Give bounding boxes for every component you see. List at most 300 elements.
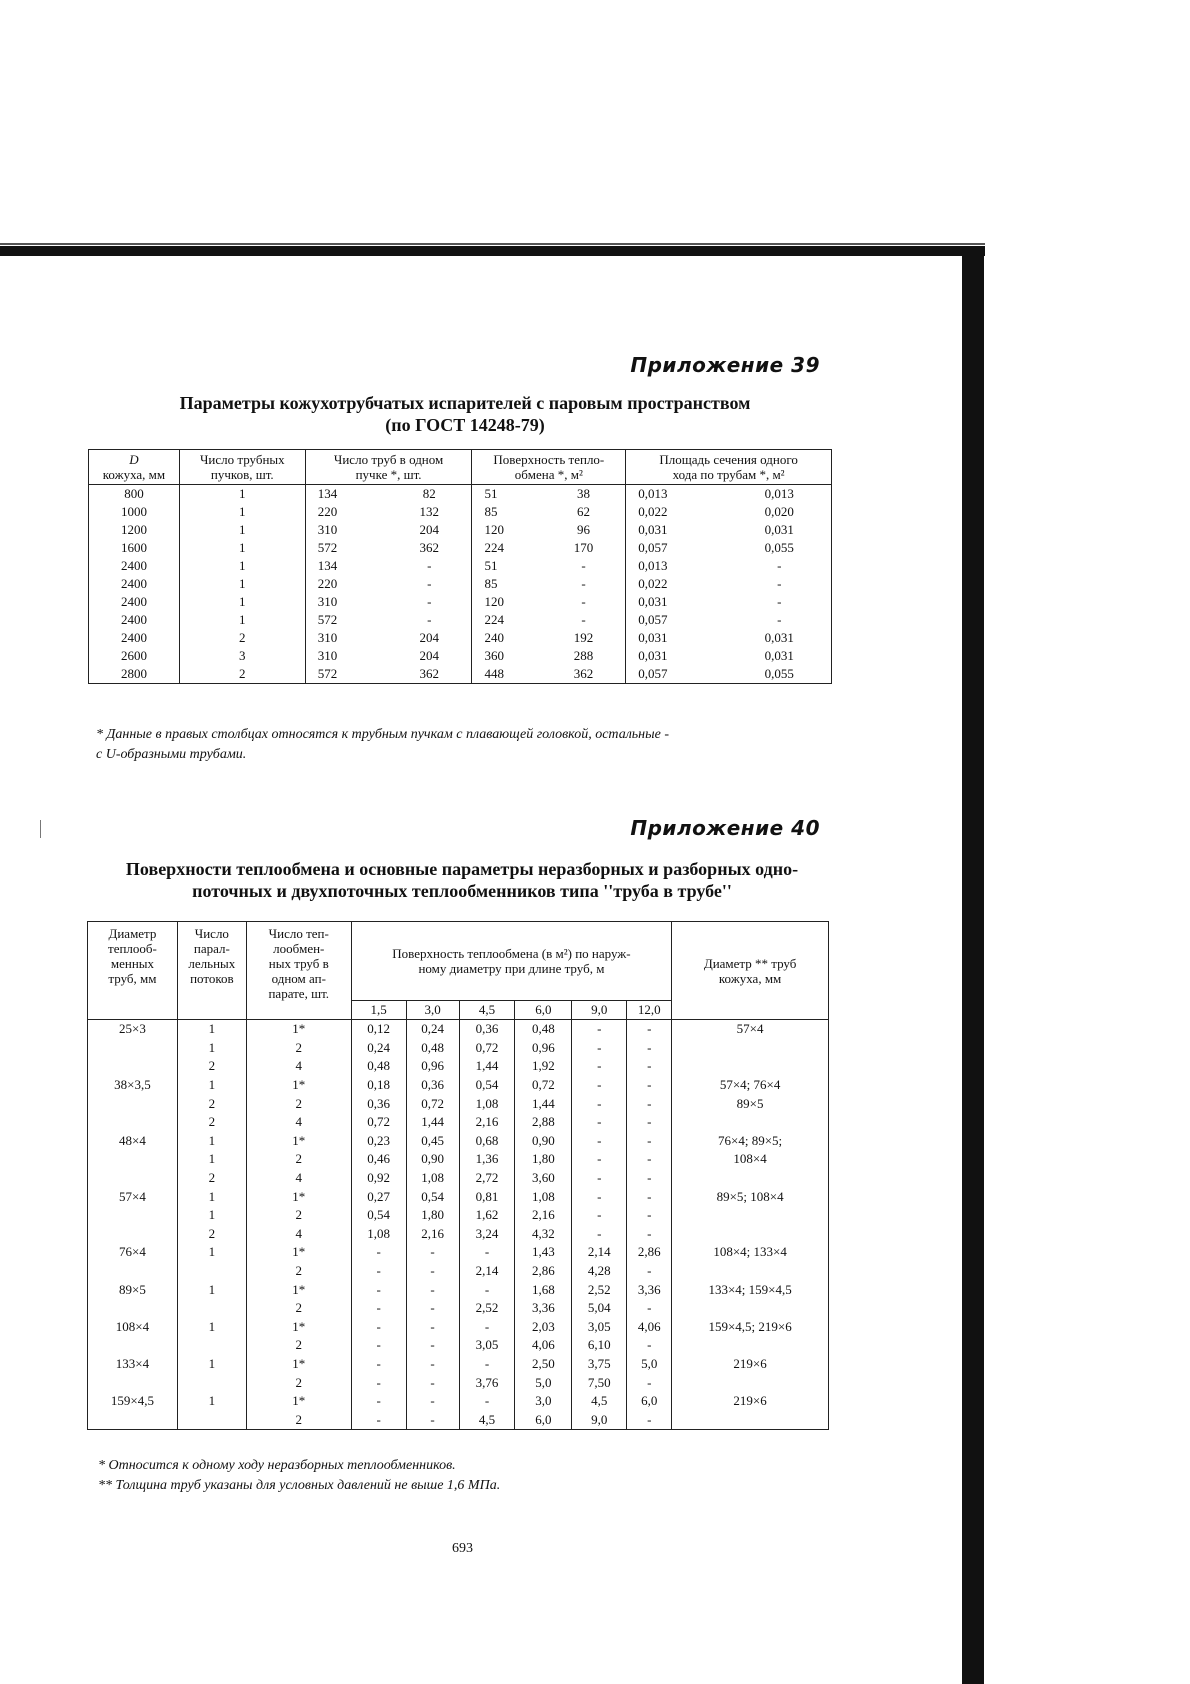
- header-tubes: [305, 450, 472, 485]
- table-cell: 1,43: [515, 1243, 572, 1262]
- appendix-39-title: [92, 392, 838, 436]
- table-cell: 159×4,5; 219×6: [672, 1318, 829, 1337]
- table-cell: 1: [179, 557, 305, 575]
- footnote-1: * Относится к одному ходу неразборных теплообменников.: [98, 1458, 456, 1473]
- table-cell: 3,75: [572, 1355, 627, 1374]
- table-row: [89, 611, 832, 629]
- table-cell: -: [387, 593, 472, 611]
- table-cell: -: [351, 1373, 406, 1392]
- header-bundles-line2: пучков, шт.: [210, 467, 274, 482]
- table-cell: 159×4,5: [88, 1392, 178, 1411]
- table-cell: 170: [542, 539, 626, 557]
- table-cell: 0,48: [406, 1039, 459, 1058]
- table-cell: 1*: [246, 1132, 351, 1151]
- table-cell: 0,36: [406, 1076, 459, 1095]
- table-cell: -: [572, 1057, 627, 1076]
- table-cell: 362: [542, 665, 626, 684]
- header-shell-diameter: [672, 922, 829, 1020]
- table-row: [89, 539, 832, 557]
- table-cell: 2400: [89, 629, 180, 647]
- table-cell: 1: [179, 485, 305, 504]
- table-cell: 0,013: [626, 485, 728, 504]
- table-cell: 4,28: [572, 1262, 627, 1281]
- table-cell: -: [627, 1299, 672, 1318]
- table-cell: -: [627, 1150, 672, 1169]
- table-cell: 0,46: [351, 1150, 406, 1169]
- table-cell: 204: [387, 629, 472, 647]
- table-cell: 6,10: [572, 1336, 627, 1355]
- header-parallel-l1: Число: [194, 926, 229, 941]
- table-cell: -: [542, 575, 626, 593]
- header-length: 1,5: [351, 1001, 406, 1020]
- table-cell: 1: [179, 611, 305, 629]
- table-cell: 0,057: [626, 539, 728, 557]
- table-cell: 1: [177, 1076, 246, 1095]
- table-cell: 1,44: [459, 1057, 515, 1076]
- table-cell: -: [572, 1076, 627, 1095]
- table-cell: 1: [177, 1039, 246, 1058]
- table-cell: 0,013: [626, 557, 728, 575]
- table-cell: 0,72: [515, 1076, 572, 1095]
- header-tube-count-l4: одном ап-: [271, 971, 326, 986]
- table-cell: [672, 1225, 829, 1244]
- table-cell: [177, 1299, 246, 1318]
- table-cell: 51: [472, 485, 542, 504]
- table-cell: [672, 1336, 829, 1355]
- table-cell: 219×6: [672, 1355, 829, 1374]
- table-cell: 133×4; 159×4,5: [672, 1280, 829, 1299]
- table-cell: 572: [305, 665, 387, 684]
- table-cell: 89×5: [88, 1280, 178, 1299]
- table-cell: 4,06: [515, 1336, 572, 1355]
- table-cell: -: [459, 1318, 515, 1337]
- table-cell: [672, 1206, 829, 1225]
- table-cell: -: [627, 1187, 672, 1206]
- table-cell: 1: [177, 1280, 246, 1299]
- table-cell: -: [627, 1262, 672, 1281]
- table-cell: 2,14: [459, 1262, 515, 1281]
- table-cell: [88, 1336, 178, 1355]
- table-row: [88, 1169, 829, 1188]
- table-cell: 572: [305, 611, 387, 629]
- table-cell: 0,36: [351, 1094, 406, 1113]
- table-cell: -: [627, 1225, 672, 1244]
- table-row: [88, 1299, 829, 1318]
- table-cell: -: [627, 1113, 672, 1132]
- table-cell: 2: [246, 1039, 351, 1058]
- table-cell: [672, 1169, 829, 1188]
- table-row: [89, 503, 832, 521]
- table-cell: 288: [542, 647, 626, 665]
- table-cell: 310: [305, 593, 387, 611]
- table-cell: 224: [472, 539, 542, 557]
- table-cell: -: [572, 1206, 627, 1225]
- table-cell: 0,12: [351, 1020, 406, 1039]
- table-cell: [672, 1299, 829, 1318]
- table-cell: -: [572, 1225, 627, 1244]
- table-cell: 2,52: [572, 1280, 627, 1299]
- table-cell: 134: [305, 557, 387, 575]
- table-cell: [672, 1057, 829, 1076]
- header-surface: [351, 922, 672, 1001]
- page-number: 693: [452, 1541, 473, 1556]
- table-cell: 3,36: [515, 1299, 572, 1318]
- table-cell: 2: [246, 1410, 351, 1429]
- table-cell: 220: [305, 503, 387, 521]
- table-row: [89, 485, 832, 504]
- table-cell: 1: [177, 1355, 246, 1374]
- table-cell: -: [572, 1169, 627, 1188]
- table-cell: 2: [177, 1057, 246, 1076]
- table-cell: 0,54: [351, 1206, 406, 1225]
- table-cell: [88, 1225, 178, 1244]
- table-cell: 2400: [89, 593, 180, 611]
- table-cell: 1: [179, 575, 305, 593]
- table-cell: -: [459, 1392, 515, 1411]
- table-cell: 25×3: [88, 1020, 178, 1039]
- table-cell: 0,031: [626, 647, 728, 665]
- table-cell: 4,06: [627, 1318, 672, 1337]
- table-cell: -: [406, 1373, 459, 1392]
- table-cell: 4: [246, 1057, 351, 1076]
- table-cell: -: [627, 1206, 672, 1225]
- table-cell: 5,0: [627, 1355, 672, 1374]
- table-cell: 1*: [246, 1076, 351, 1095]
- table-cell: 0,68: [459, 1132, 515, 1151]
- table-cell: 82: [387, 485, 472, 504]
- table-cell: 2,86: [515, 1262, 572, 1281]
- table-cell: -: [387, 575, 472, 593]
- table-cell: 0,48: [515, 1020, 572, 1039]
- table-cell: -: [406, 1262, 459, 1281]
- table-cell: 2: [246, 1150, 351, 1169]
- table-cell: 1600: [89, 539, 180, 557]
- table-cell: [672, 1039, 829, 1058]
- table-cell: 1*: [246, 1243, 351, 1262]
- table-cell: [88, 1410, 178, 1429]
- table-cell: 4,32: [515, 1225, 572, 1244]
- table-cell: 1200: [89, 521, 180, 539]
- table-cell: 3,76: [459, 1373, 515, 1392]
- appendix-40-title-line2: поточных и двухпоточных теплообменников типа ''труба в трубе'': [192, 881, 732, 901]
- table-cell: 108×4: [672, 1150, 829, 1169]
- table-cell: 0,055: [728, 665, 832, 684]
- table-cell: 0,031: [626, 521, 728, 539]
- table-cell: 5,0: [515, 1373, 572, 1392]
- table-cell: -: [406, 1410, 459, 1429]
- table-cell: 0,031: [626, 593, 728, 611]
- scan-top-border: [0, 246, 985, 256]
- table-cell: 0,27: [351, 1187, 406, 1206]
- table-cell: 0,013: [728, 485, 832, 504]
- table-cell: 9,0: [572, 1410, 627, 1429]
- header-length: 3,0: [406, 1001, 459, 1020]
- table-cell: -: [542, 593, 626, 611]
- table-cell: -: [351, 1299, 406, 1318]
- table-cell: 0,96: [515, 1039, 572, 1058]
- table-cell: -: [542, 611, 626, 629]
- table-cell: -: [627, 1094, 672, 1113]
- table-cell: 6,0: [515, 1410, 572, 1429]
- table-cell: 219×6: [672, 1392, 829, 1411]
- table-cell: 7,50: [572, 1373, 627, 1392]
- table-row: [88, 1187, 829, 1206]
- table-cell: 108×4; 133×4: [672, 1243, 829, 1262]
- table-cell: 3,24: [459, 1225, 515, 1244]
- table-cell: [672, 1373, 829, 1392]
- table-row: [88, 1392, 829, 1411]
- table-cell: [177, 1373, 246, 1392]
- table-cell: -: [406, 1318, 459, 1337]
- table-row: [88, 1113, 829, 1132]
- table-cell: 85: [472, 575, 542, 593]
- table-cell: -: [406, 1243, 459, 1262]
- table-cell: 0,45: [406, 1132, 459, 1151]
- table-row: [89, 593, 832, 611]
- appendix-40-title: [92, 858, 832, 902]
- table-cell: 2400: [89, 575, 180, 593]
- table-cell: 120: [472, 521, 542, 539]
- table-cell: 2,52: [459, 1299, 515, 1318]
- header-length: 4,5: [459, 1001, 515, 1020]
- table-cell: 2800: [89, 665, 180, 684]
- table-cell: 0,057: [626, 665, 728, 684]
- table-cell: 220: [305, 575, 387, 593]
- header-length: 12,0: [627, 1001, 672, 1020]
- table-cell: 0,96: [406, 1057, 459, 1076]
- table-row: [89, 647, 832, 665]
- table-cell: -: [351, 1243, 406, 1262]
- header-parallel-l3: лельных: [188, 956, 236, 971]
- table-cell: -: [627, 1169, 672, 1188]
- table-cell: 1,68: [515, 1280, 572, 1299]
- header-shell-l1: Диаметр ** труб: [703, 955, 797, 971]
- table-cell: [177, 1336, 246, 1355]
- table-cell: 2,16: [515, 1206, 572, 1225]
- table-cell: 62: [542, 503, 626, 521]
- table-cell: -: [627, 1076, 672, 1095]
- table-cell: -: [627, 1132, 672, 1151]
- table-cell: 132: [387, 503, 472, 521]
- header-parallel-l2: парал-: [193, 941, 230, 956]
- table-cell: 1: [177, 1020, 246, 1039]
- table-cell: 4,5: [572, 1392, 627, 1411]
- table-cell: 2400: [89, 611, 180, 629]
- table-cell: 3,60: [515, 1169, 572, 1188]
- table-cell: 2,72: [459, 1169, 515, 1188]
- scan-right-border: [962, 246, 984, 1684]
- table-cell: -: [572, 1113, 627, 1132]
- double-pipe-exchanger-table: [87, 921, 829, 1430]
- table-cell: [88, 1094, 178, 1113]
- scan-mark: [40, 820, 41, 838]
- table-cell: 76×4; 89×5;: [672, 1132, 829, 1151]
- appendix-40-title-line1: Поверхности теплообмена и основные параметры неразборных и разборных одно-: [125, 859, 799, 879]
- table-cell: 6,0: [627, 1392, 672, 1411]
- table-cell: 38: [542, 485, 626, 504]
- table-cell: 3,36: [627, 1280, 672, 1299]
- table-row: [88, 1225, 829, 1244]
- table-cell: -: [572, 1020, 627, 1039]
- table-cell: -: [627, 1020, 672, 1039]
- header-bundles-line1: Число трубных: [199, 452, 285, 467]
- table-cell: 85: [472, 503, 542, 521]
- table-cell: -: [627, 1410, 672, 1429]
- table-cell: 2: [246, 1299, 351, 1318]
- table-cell: 800: [89, 485, 180, 504]
- table-cell: 0,031: [626, 629, 728, 647]
- table-cell: 96: [542, 521, 626, 539]
- table-cell: 1*: [246, 1355, 351, 1374]
- table-cell: 2: [177, 1169, 246, 1188]
- table-cell: 0,031: [728, 629, 832, 647]
- table-cell: 57×4: [672, 1020, 829, 1039]
- table-cell: 4,5: [459, 1410, 515, 1429]
- table-cell: 3,0: [515, 1392, 572, 1411]
- header-tube-count-l3: ных труб в: [268, 956, 329, 971]
- evaporator-parameters-table: [88, 449, 832, 684]
- table-cell: 2: [177, 1113, 246, 1132]
- header-d: [89, 450, 180, 485]
- table-cell: -: [406, 1392, 459, 1411]
- table-cell: -: [728, 611, 832, 629]
- header-diameter: [88, 922, 178, 1020]
- header-diameter-l2: теплооб-: [108, 941, 157, 956]
- table-cell: 1*: [246, 1020, 351, 1039]
- table-cell: 0,92: [351, 1169, 406, 1188]
- appendix-39-title-line2: (по ГОСТ 14248-79): [385, 415, 545, 435]
- table-row: [88, 1076, 829, 1095]
- header-area: [626, 450, 832, 485]
- table-cell: 134: [305, 485, 387, 504]
- header-tube-count-l5: парате, шт.: [268, 986, 330, 1001]
- table-row: [88, 1336, 829, 1355]
- table-row: [88, 1262, 829, 1281]
- table-cell: [177, 1262, 246, 1281]
- header-tube-count: [246, 922, 351, 1020]
- table-cell: 0,022: [626, 503, 728, 521]
- table-row: [88, 1206, 829, 1225]
- table-cell: 448: [472, 665, 542, 684]
- table-cell: 2: [246, 1094, 351, 1113]
- table-cell: -: [627, 1057, 672, 1076]
- table-cell: 89×5; 108×4: [672, 1187, 829, 1206]
- table-cell: -: [572, 1039, 627, 1058]
- table-cell: 204: [387, 647, 472, 665]
- table-cell: 4: [246, 1225, 351, 1244]
- table-cell: -: [572, 1187, 627, 1206]
- table-cell: -: [387, 557, 472, 575]
- table-cell: 1,08: [406, 1169, 459, 1188]
- table-cell: 89×5: [672, 1094, 829, 1113]
- table-cell: 57×4: [88, 1187, 178, 1206]
- table-cell: 51: [472, 557, 542, 575]
- header-bundles: [179, 450, 305, 485]
- table-cell: [88, 1373, 178, 1392]
- table-cell: 310: [305, 629, 387, 647]
- table-cell: -: [351, 1262, 406, 1281]
- table-cell: 360: [472, 647, 542, 665]
- table-cell: -: [627, 1336, 672, 1355]
- header-parallel-l4: потоков: [190, 971, 234, 986]
- table-cell: 2: [246, 1206, 351, 1225]
- table-cell: -: [542, 557, 626, 575]
- table-cell: 192: [542, 629, 626, 647]
- table-cell: [88, 1206, 178, 1225]
- header-surface-line2: обмена *, м²: [514, 467, 583, 482]
- table-cell: -: [728, 557, 832, 575]
- table-cell: 57×4; 76×4: [672, 1076, 829, 1095]
- table-row: [89, 629, 832, 647]
- table-cell: 2,88: [515, 1113, 572, 1132]
- table-row: [89, 665, 832, 684]
- table-cell: 2,14: [572, 1243, 627, 1262]
- header-tube-count-l1: Число теп-: [268, 926, 329, 941]
- table-cell: [88, 1169, 178, 1188]
- table-cell: 2: [179, 665, 305, 684]
- table-row: [88, 1243, 829, 1262]
- table-cell: -: [406, 1355, 459, 1374]
- table-cell: 1: [177, 1318, 246, 1337]
- table-cell: [672, 1113, 829, 1132]
- table-cell: 1,92: [515, 1057, 572, 1076]
- table-cell: 120: [472, 593, 542, 611]
- table-cell: 2,16: [406, 1225, 459, 1244]
- header-tube-count-l2: лообмен-: [273, 941, 325, 956]
- table-cell: [88, 1039, 178, 1058]
- table-cell: 240: [472, 629, 542, 647]
- header-d-line2: кожуха, мм: [102, 467, 166, 482]
- table-cell: 204: [387, 521, 472, 539]
- table-cell: 0,90: [406, 1150, 459, 1169]
- table-row: [88, 1318, 829, 1337]
- appendix-40-footnotes: [98, 1456, 500, 1496]
- table-cell: 1,08: [459, 1094, 515, 1113]
- table-cell: 1*: [246, 1280, 351, 1299]
- header-surface-l1: Поверхность теплообмена (в м²) по наруж-: [392, 946, 631, 961]
- table-cell: 1,80: [406, 1206, 459, 1225]
- table-cell: [88, 1113, 178, 1132]
- table-cell: 0,24: [406, 1020, 459, 1039]
- table-header-row: [89, 450, 832, 485]
- footnote-2: ** Толщина труб указаны для условных давлений не выше 1,6 МПа.: [98, 1478, 501, 1493]
- table-cell: -: [406, 1280, 459, 1299]
- table-cell: -: [459, 1243, 515, 1262]
- table-cell: 1,44: [515, 1094, 572, 1113]
- table-cell: 0,031: [728, 647, 832, 665]
- table-cell: 1,08: [515, 1187, 572, 1206]
- table-row: [88, 1150, 829, 1169]
- table-cell: 0,48: [351, 1057, 406, 1076]
- table-cell: 310: [305, 647, 387, 665]
- scan-edge-line: [0, 243, 985, 245]
- table-row: [88, 1057, 829, 1076]
- table-cell: [88, 1299, 178, 1318]
- table-cell: 48×4: [88, 1132, 178, 1151]
- table-cell: 1000: [89, 503, 180, 521]
- appendix-39-heading: Приложение 39: [630, 353, 820, 377]
- table-cell: 4: [246, 1169, 351, 1188]
- table-cell: 0,54: [406, 1187, 459, 1206]
- table-cell: -: [406, 1336, 459, 1355]
- table-row: [88, 1020, 829, 1039]
- table-cell: 362: [387, 539, 472, 557]
- table-cell: -: [627, 1373, 672, 1392]
- table-header-row: [88, 922, 829, 1001]
- table-cell: 0,36: [459, 1020, 515, 1039]
- table-cell: 0,90: [515, 1132, 572, 1151]
- table-row: [88, 1094, 829, 1113]
